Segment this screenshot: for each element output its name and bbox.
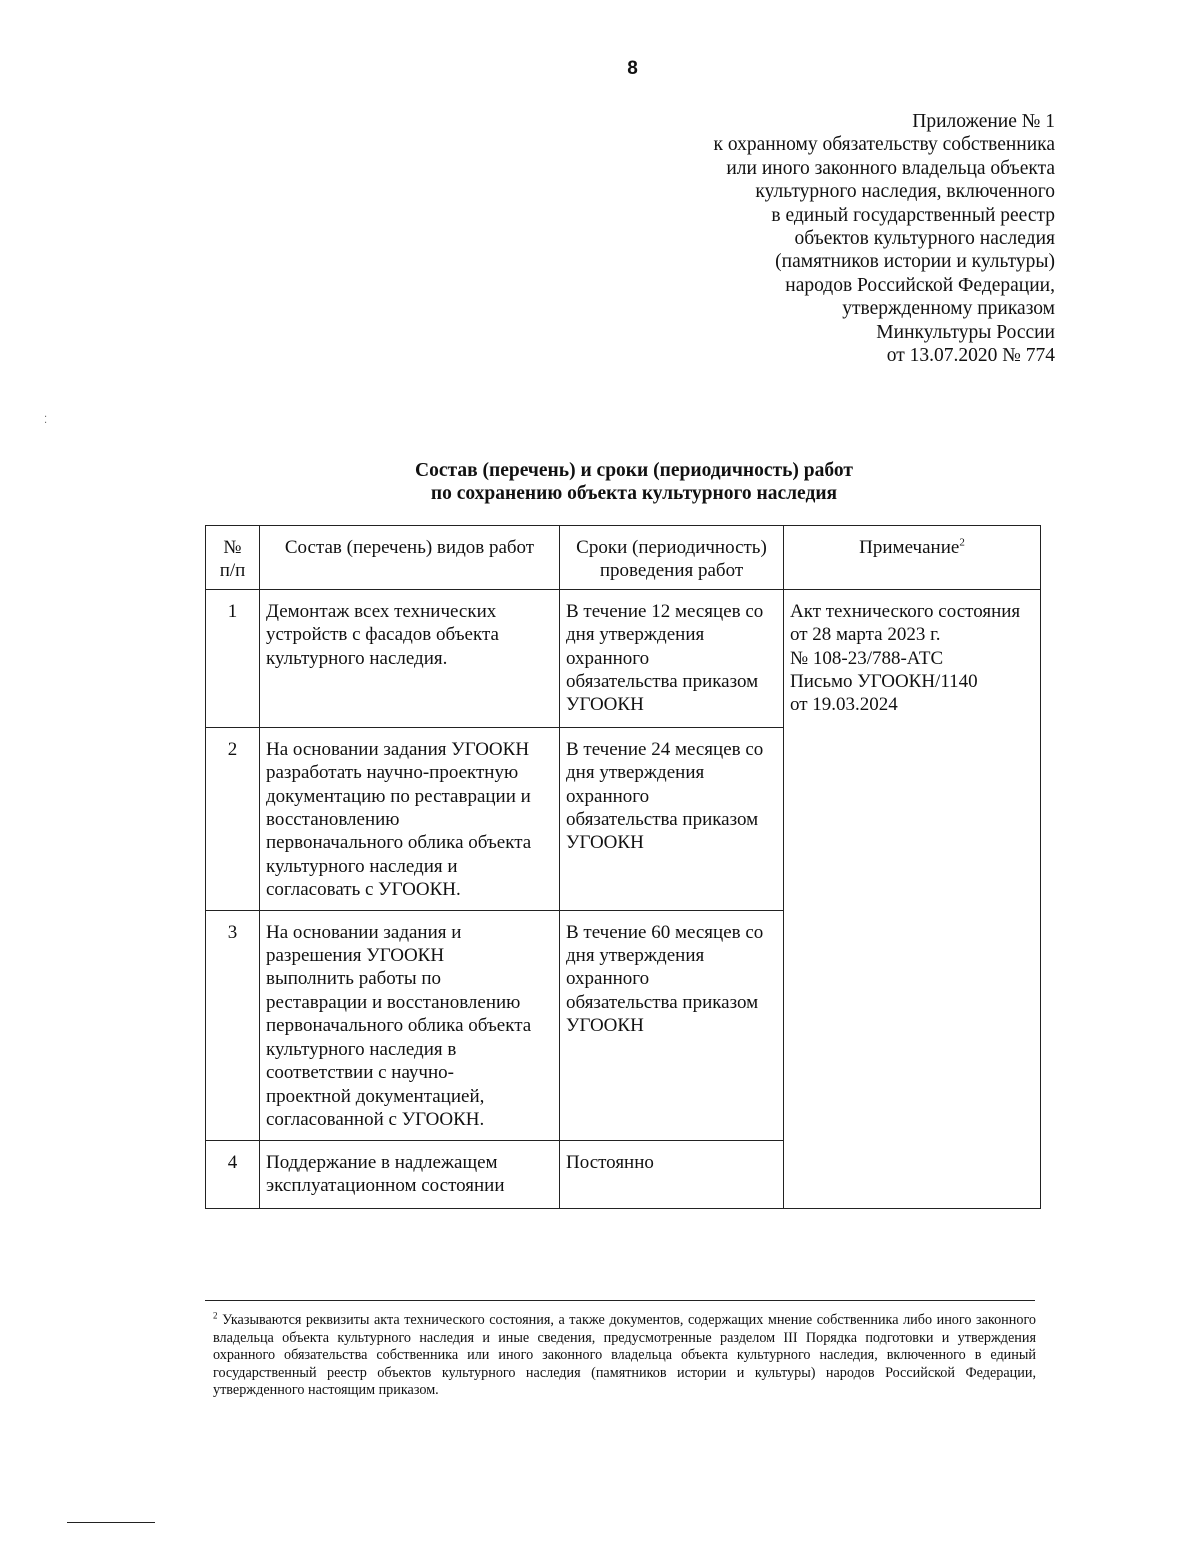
cell-line: документацию по реставрации и bbox=[266, 785, 531, 807]
appendix-line: культурного наследия, включенного bbox=[755, 181, 1055, 203]
cell-line: Поддержание в надлежащем bbox=[266, 1151, 498, 1173]
cell-line: охранного bbox=[566, 968, 650, 990]
footnote-divider bbox=[205, 1300, 1035, 1301]
cell-line: восстановлению bbox=[266, 809, 400, 831]
cell-line: обязательства приказом bbox=[566, 671, 759, 693]
bottom-line bbox=[67, 1522, 155, 1523]
header-text: Примечание bbox=[859, 537, 960, 558]
page-number: 8 bbox=[627, 58, 638, 79]
header-text: п/п bbox=[219, 560, 246, 582]
cell-line: согласовать с УГООКН. bbox=[266, 879, 461, 901]
works-cell bbox=[260, 589, 560, 727]
document-title bbox=[0, 459, 1200, 505]
appendix-line: в единый государственный реестр bbox=[771, 204, 1055, 226]
cell-line: реставрации и восстановлению bbox=[266, 991, 521, 1013]
scan-artifact: ⁚ bbox=[44, 415, 48, 426]
terms-cell bbox=[560, 589, 784, 727]
row-number: 2 bbox=[206, 727, 260, 910]
cell-line: культурного наследия и bbox=[266, 855, 458, 877]
cell-line: В течение 60 месяцев со bbox=[566, 921, 764, 943]
cell-line: дня утверждения bbox=[566, 624, 705, 646]
cell-line: Демонтаж всех технических bbox=[266, 600, 497, 622]
works-cell bbox=[260, 727, 560, 910]
cell-line: № 108-23/788-АТС bbox=[790, 647, 944, 669]
appendix-line: народов Российской Федерации, bbox=[785, 274, 1055, 296]
cell-line: УГООКН bbox=[566, 694, 644, 716]
table-header-row bbox=[206, 526, 1041, 590]
appendix-line: объектов культурного наследия bbox=[794, 228, 1055, 250]
appendix-line: или иного законного владельца объекта bbox=[726, 157, 1055, 179]
terms-cell bbox=[560, 1140, 784, 1208]
header-number bbox=[206, 526, 260, 590]
terms-cell bbox=[560, 910, 784, 1140]
row-number: 4 bbox=[206, 1140, 260, 1208]
cell-line: В течение 24 месяцев со bbox=[566, 738, 764, 760]
cell-line: УГООКН bbox=[566, 1015, 644, 1037]
cell-line: УГООКН bbox=[566, 832, 644, 854]
cell-line: разработать научно-проектную bbox=[266, 762, 519, 784]
cell-line: обязательства приказом bbox=[566, 809, 759, 831]
cell-line: Акт технического состояния bbox=[790, 600, 1021, 622]
note-cell bbox=[784, 589, 1041, 1208]
footnote bbox=[213, 1312, 1036, 1400]
works-table bbox=[205, 525, 1041, 1209]
header-text: Состав (перечень) видов работ bbox=[284, 537, 535, 558]
header-text: Сроки (периодичность) bbox=[576, 537, 767, 558]
cell-line: устройств с фасадов объекта bbox=[266, 624, 499, 646]
cell-line: согласованной с УГООКН. bbox=[266, 1108, 485, 1130]
cell-line: эксплуатационном состоянии bbox=[266, 1175, 505, 1197]
works-cell bbox=[260, 1140, 560, 1208]
cell-line: охранного bbox=[566, 647, 650, 669]
header-text: проведения работ bbox=[599, 560, 744, 582]
title-line: Состав (перечень) и сроки (периодичность) работ bbox=[415, 460, 853, 481]
appendix-header bbox=[713, 110, 1055, 367]
cell-line: культурного наследия. bbox=[266, 647, 448, 669]
footnote-ref: 2 bbox=[959, 536, 965, 549]
appendix-line: утвержденному приказом bbox=[842, 298, 1055, 320]
table-row bbox=[206, 589, 1041, 727]
cell-line: В течение 12 месяцев со bbox=[566, 600, 764, 622]
appendix-line: (памятников истории и культуры) bbox=[775, 251, 1055, 273]
cell-line: разрешения УГООКН bbox=[266, 945, 445, 967]
header-text: № bbox=[223, 537, 242, 558]
row-number: 1 bbox=[206, 589, 260, 727]
cell-line: обязательства приказом bbox=[566, 991, 759, 1013]
header-terms bbox=[560, 526, 784, 590]
cell-line: от 28 марта 2023 г. bbox=[790, 624, 941, 646]
cell-line: охранного bbox=[566, 785, 650, 807]
cell-line: дня утверждения bbox=[566, 945, 705, 967]
cell-line: дня утверждения bbox=[566, 762, 705, 784]
header-note bbox=[784, 526, 1041, 590]
cell-line: от 19.03.2024 bbox=[790, 694, 898, 716]
cell-line: На основании задания УГООКН bbox=[266, 738, 530, 760]
appendix-line: Минкультуры России bbox=[876, 321, 1055, 343]
cell-line: соответствии с научно- bbox=[266, 1062, 454, 1084]
appendix-line: к охранному обязательству собственника bbox=[713, 134, 1055, 156]
header-works bbox=[260, 526, 560, 590]
row-number: 3 bbox=[206, 910, 260, 1140]
terms-cell bbox=[560, 727, 784, 910]
appendix-line: от 13.07.2020 № 774 bbox=[886, 345, 1055, 367]
cell-line: На основании задания и bbox=[266, 921, 462, 943]
cell-line: культурного наследия в bbox=[266, 1038, 457, 1060]
cell-line: первоначального облика объекта bbox=[266, 1015, 532, 1037]
appendix-line: Приложение № 1 bbox=[912, 111, 1055, 132]
cell-line: выполнить работы по bbox=[266, 968, 442, 990]
cell-line: Письмо УГООКН/1140 bbox=[790, 671, 978, 693]
cell-line: Постоянно bbox=[566, 1151, 654, 1173]
cell-line: первоначального облика объекта bbox=[266, 832, 532, 854]
title-line: по сохранению объекта культурного наследия bbox=[430, 483, 838, 504]
cell-line: проектной документацией, bbox=[266, 1085, 485, 1107]
footnote-marker: 2 bbox=[213, 1310, 218, 1321]
works-cell bbox=[260, 910, 560, 1140]
footnote-text: Указываются реквизиты акта технического состояния, а также документов, содержащих мнение собственника либо иного законного владельца объекта культурного наследия и иные сведения, предусмотренные разделом III Порядка подготовки и утверждения охранного обязательства собственника или иного законного владельца объекта культурного наследия, включенного в единый государственный реестр объектов культурного наследия (памятников истории и культуры) народов Российской Федерации, утвержденного настоящим приказом. bbox=[213, 1312, 1037, 1399]
